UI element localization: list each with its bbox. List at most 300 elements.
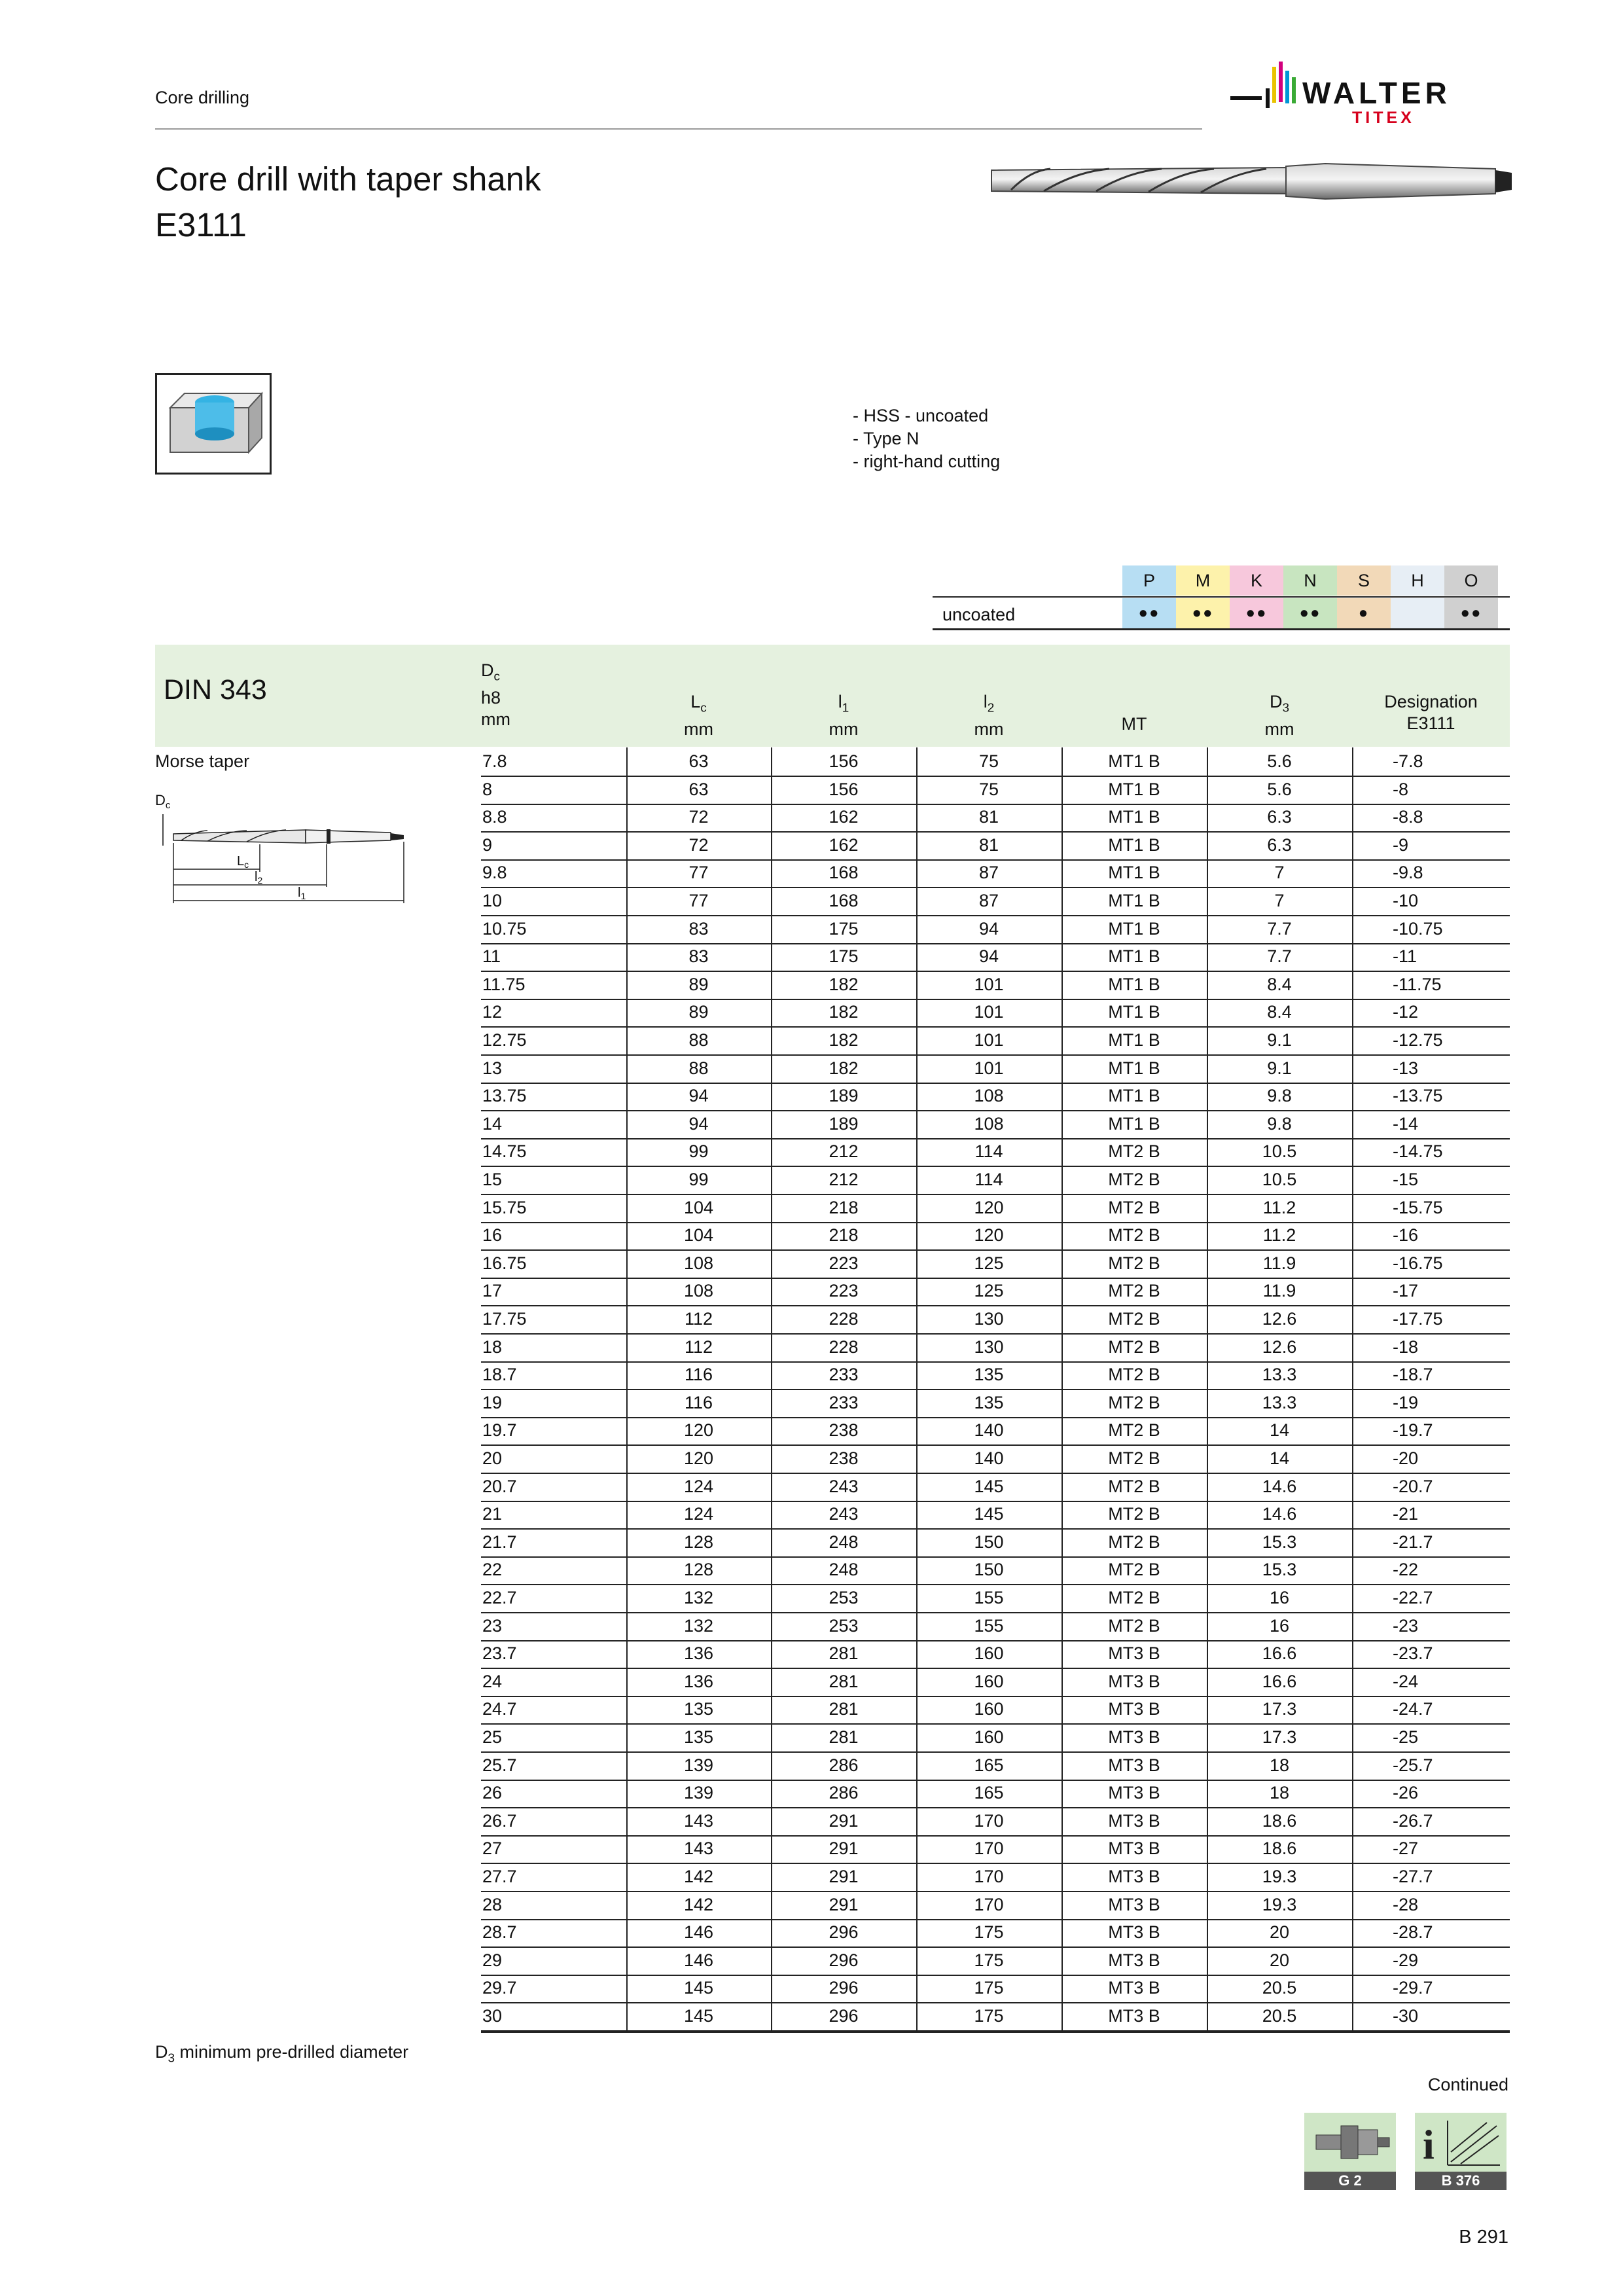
table-cell: MT3 B xyxy=(1108,1811,1160,1831)
table-cell: 130 xyxy=(974,1309,1004,1329)
table-cell: 120 xyxy=(974,1198,1004,1217)
table-cell: 14.75 xyxy=(482,1141,527,1161)
column-header xyxy=(1061,713,1207,735)
table-cell: -7.8 xyxy=(1393,751,1423,771)
page-number: B 291 xyxy=(1459,2227,1508,2248)
table-row xyxy=(481,915,1510,944)
table-cell: 9.8 xyxy=(1267,1114,1292,1134)
column-unit: mm xyxy=(974,719,1004,740)
svg-text:i: i xyxy=(1423,2121,1435,2168)
column-symbol: $D_c$ xyxy=(481,660,500,684)
table-cell: MT2 B xyxy=(1108,1532,1160,1552)
table-cell: 168 xyxy=(829,891,859,910)
table-cell: -26 xyxy=(1393,1783,1419,1803)
svg-text:Dc: $D_c$ xyxy=(155,792,171,811)
table-cell: -20.7 xyxy=(1393,1477,1433,1496)
table-cell: -28.7 xyxy=(1393,1922,1433,1942)
table-cell: 89 xyxy=(688,975,709,994)
table-row xyxy=(481,1640,1510,1669)
suitability-dots xyxy=(1391,598,1444,628)
header-divider xyxy=(155,128,1202,130)
table-cell: 112 xyxy=(684,1309,713,1329)
table-cell: 15.75 xyxy=(482,1198,527,1217)
table-cell: 20 xyxy=(1269,1922,1290,1942)
table-cell: 189 xyxy=(829,1086,859,1105)
table-cell: 81 xyxy=(978,835,999,855)
table-row xyxy=(481,1138,1510,1167)
table-cell: 218 xyxy=(829,1198,859,1217)
feature-item: - HSS - uncoated xyxy=(853,406,989,425)
column-symbol: $l_2$ xyxy=(983,692,995,715)
column-header xyxy=(481,660,626,730)
column-unit: E3111 xyxy=(1406,713,1455,733)
column-divider xyxy=(626,747,628,2030)
table-cell: 19.3 xyxy=(1262,1895,1297,1914)
table-cell: 21.7 xyxy=(482,1532,517,1552)
table-cell: -12.75 xyxy=(1393,1030,1443,1050)
table-cell: 135 xyxy=(974,1365,1004,1384)
table-cell: 116 xyxy=(684,1393,713,1412)
table-cell: -10 xyxy=(1393,891,1419,910)
table-cell: 16 xyxy=(1269,1588,1290,1607)
table-cell: 22.7 xyxy=(482,1588,517,1607)
table-cell: 165 xyxy=(974,1755,1004,1775)
table-row xyxy=(481,1444,1510,1474)
column-header xyxy=(1352,691,1510,734)
table-cell: MT1 B xyxy=(1108,1058,1160,1078)
table-cell: 175 xyxy=(974,2006,1004,2026)
table-row xyxy=(481,1305,1510,1335)
table-row xyxy=(481,1389,1510,1418)
table-cell: 17.3 xyxy=(1262,1699,1297,1719)
table-cell: 128 xyxy=(683,1532,714,1552)
table-row xyxy=(481,1026,1510,1056)
table-cell: 13 xyxy=(482,1058,503,1078)
table-cell: MT2 B xyxy=(1108,1420,1160,1440)
table-cell: 29 xyxy=(482,1950,503,1970)
table-cell: 75 xyxy=(978,780,999,799)
table-cell: -13 xyxy=(1393,1058,1419,1078)
table-cell: 8.4 xyxy=(1267,975,1292,994)
table-cell: 286 xyxy=(829,1783,859,1803)
table-cell: 7.8 xyxy=(482,751,507,771)
table-cell: 243 xyxy=(829,1504,859,1524)
table-cell: 63 xyxy=(688,751,709,771)
table-cell: 146 xyxy=(683,1950,714,1970)
table-cell: 146 xyxy=(683,1922,714,1942)
table-cell: -29.7 xyxy=(1393,1978,1433,1998)
table-cell: MT3 B xyxy=(1108,1895,1160,1914)
table-cell: -17 xyxy=(1393,1281,1419,1300)
table-cell: -25.7 xyxy=(1393,1755,1433,1775)
table-cell: 16.75 xyxy=(482,1253,527,1273)
table-cell: 238 xyxy=(829,1420,859,1440)
table-cell: 19.7 xyxy=(482,1420,517,1440)
table-cell: -22 xyxy=(1393,1560,1419,1579)
table-cell: MT3 B xyxy=(1108,1755,1160,1775)
table-cell: 170 xyxy=(974,1811,1004,1831)
table-cell: MT2 B xyxy=(1108,1337,1160,1357)
material-table-rule-top xyxy=(933,596,1510,598)
table-cell: 25.7 xyxy=(482,1755,517,1775)
table-cell: 10.5 xyxy=(1262,1141,1297,1161)
table-row xyxy=(481,1891,1510,1920)
table-cell: 26 xyxy=(482,1783,503,1803)
table-cell: MT1 B xyxy=(1108,1030,1160,1050)
table-cell: 238 xyxy=(829,1448,859,1468)
table-cell: 142 xyxy=(683,1867,714,1886)
table-cell: 223 xyxy=(829,1281,859,1300)
table-cell: 108 xyxy=(683,1281,714,1300)
table-cell: 156 xyxy=(829,751,859,771)
table-cell: 16 xyxy=(1269,1616,1290,1636)
table-cell: 182 xyxy=(829,1002,859,1022)
table-cell: 175 xyxy=(974,1922,1004,1942)
table-cell: 136 xyxy=(683,1672,714,1691)
table-cell: MT2 B xyxy=(1108,1616,1160,1636)
table-row xyxy=(481,1473,1510,1502)
table-cell: MT3 B xyxy=(1108,1672,1160,1691)
table-cell: 223 xyxy=(829,1253,859,1273)
material-group-h: H xyxy=(1391,565,1444,596)
table-cell: -8 xyxy=(1393,780,1409,799)
table-cell: 6.3 xyxy=(1267,807,1292,827)
table-cell: 72 xyxy=(688,807,709,827)
table-cell: 7 xyxy=(1274,863,1285,882)
table-cell: 125 xyxy=(974,1253,1004,1273)
table-cell: -12 xyxy=(1393,1002,1419,1022)
table-cell: 29.7 xyxy=(482,1978,517,1998)
svg-text:WALTER: WALTER xyxy=(1302,76,1451,110)
feature-item: - Type N xyxy=(853,429,919,448)
table-cell: 18 xyxy=(1269,1783,1290,1803)
table-cell: 116 xyxy=(684,1365,713,1384)
table-cell: 17 xyxy=(482,1281,503,1300)
table-row xyxy=(481,1779,1510,1808)
table-row xyxy=(481,1082,1510,1111)
table-cell: -22.7 xyxy=(1393,1588,1433,1607)
table-cell: 94 xyxy=(978,946,999,966)
column-unit: mm xyxy=(1264,719,1294,740)
table-cell: 94 xyxy=(688,1086,709,1105)
suitability-dots: ●● xyxy=(1444,598,1498,628)
table-cell: -9 xyxy=(1393,835,1409,855)
table-cell: 175 xyxy=(974,1950,1004,1970)
table-cell: 18.6 xyxy=(1262,1839,1297,1858)
table-cell: -18.7 xyxy=(1393,1365,1433,1384)
table-cell: 165 xyxy=(974,1783,1004,1803)
ref-tile-g2[interactable] xyxy=(1304,2113,1396,2190)
column-header xyxy=(771,691,916,740)
table-cell: 14 xyxy=(1269,1448,1290,1468)
suitability-dots: ●● xyxy=(1176,598,1230,628)
table-cell: 156 xyxy=(829,780,859,799)
table-cell: 83 xyxy=(688,946,709,966)
table-cell: 24 xyxy=(482,1672,503,1691)
table-cell: 16.6 xyxy=(1262,1643,1297,1663)
table-cell: 114 xyxy=(974,1141,1003,1161)
column-symbol: $L_c$ xyxy=(690,692,707,715)
table-cell: 139 xyxy=(683,1755,714,1775)
table-row xyxy=(481,1110,1510,1139)
table-row xyxy=(481,1194,1510,1223)
table-cell: 10 xyxy=(482,891,503,910)
table-cell: MT3 B xyxy=(1108,2006,1160,2026)
table-row xyxy=(481,1361,1510,1390)
table-row xyxy=(481,1277,1510,1306)
table-cell: -9.8 xyxy=(1393,863,1423,882)
table-row xyxy=(481,1528,1510,1558)
table-cell: -23 xyxy=(1393,1616,1419,1636)
table-row xyxy=(481,1918,1510,1948)
table-cell: 23.7 xyxy=(482,1643,517,1663)
table-cell: 212 xyxy=(829,1170,859,1189)
table-row xyxy=(481,747,1510,777)
table-cell: 83 xyxy=(688,919,709,939)
table-cell: 9.1 xyxy=(1267,1058,1292,1078)
table-cell: 162 xyxy=(829,835,859,855)
table-cell: 15 xyxy=(482,1170,503,1189)
table-cell: 162 xyxy=(829,807,859,827)
table-cell: 101 xyxy=(974,1002,1004,1022)
table-cell: 75 xyxy=(978,751,999,771)
table-cell: 101 xyxy=(974,975,1004,994)
table-cell: 16.6 xyxy=(1262,1672,1297,1691)
table-cell: 150 xyxy=(974,1532,1004,1552)
table-cell: 101 xyxy=(974,1058,1004,1078)
table-cell: MT2 B xyxy=(1108,1141,1160,1161)
table-cell: 120 xyxy=(974,1225,1004,1245)
table-cell: 286 xyxy=(829,1755,859,1775)
table-cell: 170 xyxy=(974,1895,1004,1914)
table-row xyxy=(481,1416,1510,1446)
table-cell: 5.6 xyxy=(1267,751,1292,771)
table-cell: 218 xyxy=(829,1225,859,1245)
table-row xyxy=(481,1500,1510,1530)
table-cell: 125 xyxy=(974,1281,1004,1300)
table-cell: 87 xyxy=(978,863,999,882)
table-cell: 136 xyxy=(683,1643,714,1663)
table-cell: 26.7 xyxy=(482,1811,517,1831)
feature-item: - right-hand cutting xyxy=(853,452,1001,471)
table-cell: 28.7 xyxy=(482,1922,517,1942)
table-cell: -23.7 xyxy=(1393,1643,1433,1663)
table-cell: MT2 B xyxy=(1108,1448,1160,1468)
table-cell: 7.7 xyxy=(1267,946,1292,966)
ref-label: G 2 xyxy=(1304,2172,1396,2190)
walter-titex-logo xyxy=(1224,59,1512,131)
table-cell: 20 xyxy=(1269,1950,1290,1970)
table-cell: 175 xyxy=(974,1978,1004,1998)
table-cell: 94 xyxy=(978,919,999,939)
table-cell: 23 xyxy=(482,1616,503,1636)
svg-text:l1: $l_1$ xyxy=(298,886,306,901)
table-row xyxy=(481,2002,1510,2033)
table-cell: 101 xyxy=(974,1030,1004,1050)
table-cell: -27.7 xyxy=(1393,1867,1433,1886)
column-unit: mm xyxy=(481,709,510,730)
table-cell: MT2 B xyxy=(1108,1198,1160,1217)
table-row xyxy=(481,1584,1510,1613)
table-cell: 145 xyxy=(974,1477,1004,1496)
table-cell: 9.8 xyxy=(482,863,507,882)
table-cell: -8.8 xyxy=(1393,807,1423,827)
table-cell: 120 xyxy=(683,1420,714,1440)
table-cell: MT1 B xyxy=(1108,1086,1160,1105)
table-cell: MT3 B xyxy=(1108,1950,1160,1970)
table-cell: -11 xyxy=(1393,946,1418,966)
continued-note: Continued xyxy=(1427,2075,1508,2094)
info-chart-icon xyxy=(1415,2113,1507,2172)
table-cell: 21 xyxy=(482,1504,503,1524)
table-cell: 114 xyxy=(974,1170,1003,1189)
table-cell: MT2 B xyxy=(1108,1281,1160,1300)
table-cell: -13.75 xyxy=(1393,1086,1443,1105)
table-cell: 88 xyxy=(688,1030,709,1050)
table-cell: 212 xyxy=(829,1141,859,1161)
standard-label: DIN 343 xyxy=(164,674,267,706)
table-cell: -26.7 xyxy=(1393,1811,1433,1831)
table-cell: 296 xyxy=(829,1950,859,1970)
table-cell: MT2 B xyxy=(1108,1253,1160,1273)
table-cell: -28 xyxy=(1393,1895,1419,1914)
table-cell: 142 xyxy=(683,1895,714,1914)
table-cell: 77 xyxy=(688,891,709,910)
material-group-o: O xyxy=(1444,565,1498,596)
table-cell: 281 xyxy=(829,1643,859,1663)
table-cell: 104 xyxy=(683,1225,714,1245)
table-cell: 77 xyxy=(688,863,709,882)
table-cell: 9 xyxy=(482,835,493,855)
column-unit: mm xyxy=(684,719,713,740)
table-cell: 20.7 xyxy=(482,1477,517,1496)
table-cell: 243 xyxy=(829,1477,859,1496)
table-row xyxy=(481,1695,1510,1725)
table-cell: MT2 B xyxy=(1108,1504,1160,1524)
table-cell: 8 xyxy=(482,780,493,799)
table-cell: 10.5 xyxy=(1262,1170,1297,1189)
table-cell: MT2 B xyxy=(1108,1365,1160,1384)
dimension-diagram xyxy=(155,785,437,916)
table-cell: 132 xyxy=(683,1616,714,1636)
table-row xyxy=(481,1668,1510,1697)
table-cell: 11 xyxy=(482,946,501,966)
table-row xyxy=(481,971,1510,1000)
table-row xyxy=(481,1946,1510,1976)
material-group-s: S xyxy=(1337,565,1391,596)
table-row xyxy=(481,1054,1510,1084)
table-cell: -21.7 xyxy=(1393,1532,1433,1552)
table-cell: 145 xyxy=(683,1978,714,1998)
table-cell: -16.75 xyxy=(1393,1253,1443,1273)
table-cell: 94 xyxy=(688,1114,709,1134)
table-cell: 14.6 xyxy=(1262,1504,1297,1524)
table-cell: 99 xyxy=(688,1141,709,1161)
table-cell: 18.6 xyxy=(1262,1811,1297,1831)
table-cell: -10.75 xyxy=(1393,919,1443,939)
table-cell: 11.2 xyxy=(1262,1198,1296,1217)
table-cell: MT2 B xyxy=(1108,1170,1160,1189)
table-cell: 253 xyxy=(829,1616,859,1636)
column-unit: MT xyxy=(1121,714,1147,734)
table-cell: 296 xyxy=(829,2006,859,2026)
table-cell: -14 xyxy=(1393,1114,1419,1134)
table-cell: 291 xyxy=(829,1839,859,1858)
table-cell: 10.75 xyxy=(482,919,527,939)
table-cell: MT1 B xyxy=(1108,919,1160,939)
table-row xyxy=(481,1835,1510,1864)
table-row xyxy=(481,1974,1510,2003)
table-cell: 145 xyxy=(974,1504,1004,1524)
column-divider xyxy=(916,747,918,2030)
table-cell: 170 xyxy=(974,1839,1004,1858)
column-unit: mm xyxy=(829,719,859,740)
table-cell: 168 xyxy=(829,863,859,882)
table-cell: MT1 B xyxy=(1108,891,1160,910)
table-row xyxy=(481,803,1510,833)
table-cell: -15.75 xyxy=(1393,1198,1443,1217)
table-cell: 17.75 xyxy=(482,1309,527,1329)
material-group-m: M xyxy=(1176,565,1230,596)
table-row xyxy=(481,776,1510,805)
table-cell: MT2 B xyxy=(1108,1225,1160,1245)
table-cell: 155 xyxy=(974,1588,1004,1607)
table-cell: 28 xyxy=(482,1895,503,1914)
table-cell: 13.3 xyxy=(1262,1365,1297,1384)
table-cell: MT1 B xyxy=(1108,946,1160,966)
table-cell: 175 xyxy=(829,919,859,939)
table-cell: 175 xyxy=(829,946,859,966)
svg-text:Lc: $L_c$ xyxy=(237,854,249,870)
table-cell: 72 xyxy=(688,835,709,855)
table-cell: 14 xyxy=(482,1114,503,1134)
table-cell: 160 xyxy=(974,1727,1004,1747)
table-cell: 135 xyxy=(683,1727,714,1747)
table-cell: 13.3 xyxy=(1262,1393,1297,1412)
table-cell: 99 xyxy=(688,1170,709,1189)
coating-label: uncoated xyxy=(942,605,1016,624)
table-cell: 140 xyxy=(974,1448,1004,1468)
table-cell: 108 xyxy=(974,1114,1004,1134)
table-cell: 22 xyxy=(482,1560,503,1579)
table-row xyxy=(481,1863,1510,1892)
table-cell: 5.6 xyxy=(1267,780,1292,799)
column-symbol: $D_3$ xyxy=(1269,692,1289,715)
table-cell: 19.3 xyxy=(1262,1867,1297,1886)
table-cell: 87 xyxy=(978,891,999,910)
table-cell: MT1 B xyxy=(1108,863,1160,882)
core-drilling-application-icon xyxy=(155,373,272,475)
table-cell: 13.75 xyxy=(482,1086,527,1105)
table-cell: -21 xyxy=(1393,1504,1419,1524)
table-cell: 145 xyxy=(683,2006,714,2026)
column-qualifier: Designation xyxy=(1384,692,1478,711)
svg-text:l2: $l_2$ xyxy=(255,870,263,886)
ref-tile-b376[interactable] xyxy=(1415,2113,1507,2190)
table-cell: 291 xyxy=(829,1895,859,1914)
suitability-dots: ●● xyxy=(1230,598,1283,628)
table-cell: -29 xyxy=(1393,1950,1419,1970)
table-cell: 8.4 xyxy=(1267,1002,1292,1022)
table-cell: 170 xyxy=(974,1867,1004,1886)
table-cell: 14.6 xyxy=(1262,1477,1297,1496)
table-cell: 281 xyxy=(829,1672,859,1691)
table-cell: MT2 B xyxy=(1108,1477,1160,1496)
table-cell: 130 xyxy=(974,1337,1004,1357)
table-cell: 124 xyxy=(683,1504,714,1524)
table-row xyxy=(481,1723,1510,1753)
table-cell: -16 xyxy=(1393,1225,1419,1245)
